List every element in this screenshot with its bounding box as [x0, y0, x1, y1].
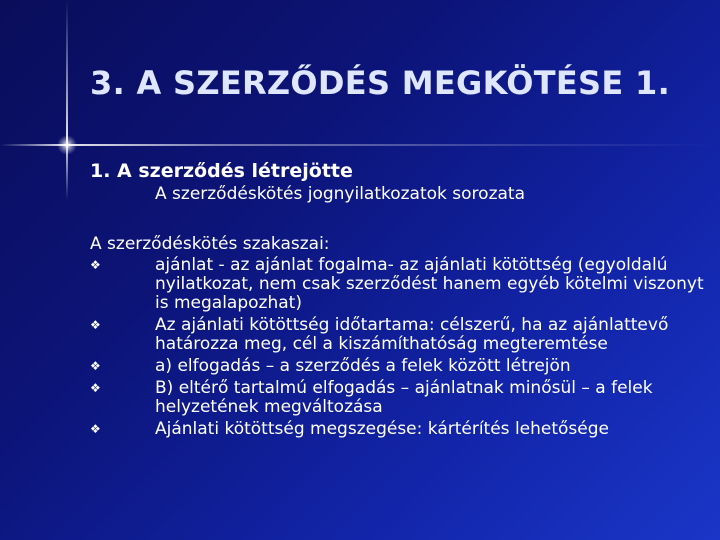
diamond-bullet-icon: ❖	[90, 381, 101, 395]
bullet-text: ajánlat - az ajánlat fogalma- az ajánlati kötöttség (egyoldalú nyilatkozat, nem csak szerződést hanem egyéb kötelmi viszonyt is megalapozhat)	[155, 255, 704, 313]
bullet-item	[90, 256, 710, 313]
light-flare-horizontal	[0, 144, 720, 146]
bullet-item	[90, 420, 710, 439]
bullet-text: Az ajánlati kötöttség időtartama: célszerű, ha az ajánlattevő határozza meg, cél a kiszámíthatóság megteremtése	[155, 315, 669, 354]
light-flare-vertical	[66, 0, 68, 200]
diamond-bullet-icon: ❖	[90, 318, 101, 332]
stages-label: A szerződéskötés szakaszai:	[90, 234, 330, 254]
diamond-bullet-icon: ❖	[90, 359, 101, 373]
bullet-item	[90, 379, 710, 417]
diamond-bullet-icon: ❖	[90, 422, 101, 436]
bullet-text: a) elfogadás – a szerződés a felek között létrejön	[155, 356, 571, 376]
slide-title: 3. A SZERZŐDÉS MEGKÖTÉSE 1.	[90, 64, 671, 102]
section-heading: 1. A szerződés létrejötte	[90, 160, 353, 182]
bullet-item	[90, 357, 710, 376]
bullet-item	[90, 316, 710, 354]
bullet-text: Ajánlati kötöttség megszegése: kártérítés lehetősége	[155, 419, 609, 439]
light-flare-center	[57, 135, 77, 155]
section-subtext: A szerződéskötés jognyilatkozatok sorozata	[155, 184, 525, 204]
diamond-bullet-icon: ❖	[90, 258, 101, 272]
bullet-list	[90, 256, 710, 442]
bullet-text: B) eltérő tartalmú elfogadás – ajánlatnak minősül – a felek helyzetének megváltozása	[155, 378, 653, 417]
